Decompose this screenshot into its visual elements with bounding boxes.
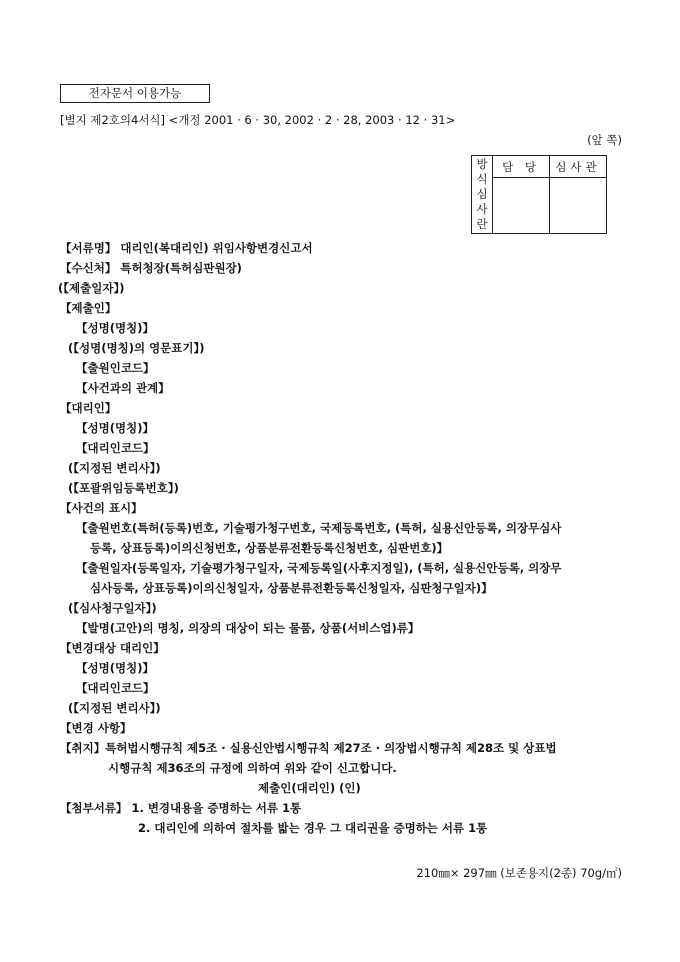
review-cell-handler — [493, 178, 550, 234]
form-reference: [별지 제2호의4서식] <개정 2001 · 6 · 30, 2002 · 2 · 28, 2003 · 12 · 31> — [60, 113, 456, 127]
field-application-number-cont: 등록, 상표등록)이의신청번호, 상품분류전환등록신청번호, 심판번호)】 — [90, 541, 449, 555]
field-designated-attorney: (【지정된 변리사】) — [68, 461, 161, 475]
field-submitter-english-name: (【성명(명칭)의 영문표기】) — [68, 341, 205, 355]
field-case-indication: 【사건의 표시】 — [60, 501, 143, 515]
field-invention-title: 【발명(고안)의 명칭, 의장의 대상이 되는 물품, 상품(서비스업)류】 — [76, 621, 420, 635]
field-target-agent: 【변경대상 대리인】 — [60, 641, 165, 655]
field-change-items: 【변경 사항】 — [60, 721, 132, 735]
field-agent: 【대리인】 — [60, 401, 117, 415]
field-attachments-2: 2. 대리인에 의하여 절차를 밟는 경우 그 대리권을 증명하는 서류 1통 — [138, 821, 488, 835]
review-table — [471, 155, 607, 234]
field-signature: 제출인(대리인) (인) — [258, 781, 361, 795]
electronic-document-stamp: 전자문서 이용가능 — [60, 84, 210, 103]
field-target-agent-name: 【성명(명칭)】 — [76, 661, 154, 675]
field-exam-request-date: (【심사청구일자】) — [68, 601, 157, 615]
field-application-date: 【출원일자(등록일자, 기술평가청구일자, 국제등록일(사후지정일), (특허, 실용신안등록, 의장무 — [76, 561, 562, 575]
field-target-agent-code: 【대리인코드】 — [76, 681, 155, 695]
field-recipient: 【수신처】 특허청장(특허심판원장) — [60, 261, 242, 275]
field-submitter-name: 【성명(명칭)】 — [76, 321, 154, 335]
field-general-power-number: (【포괄위임등록번호】) — [68, 481, 179, 495]
field-attachments: 【첨부서류】 1. 변경내용을 증명하는 서류 1통 — [60, 801, 302, 815]
field-submitter: 【제출인】 — [60, 301, 117, 315]
field-target-designated-attorney: (【지정된 변리사】) — [68, 701, 161, 715]
field-case-relation: 【사건과의 관계】 — [76, 381, 170, 395]
review-cell-examiner — [550, 178, 607, 234]
field-applicant-code: 【출원인코드】 — [76, 361, 155, 375]
review-col-examiner: 심사관 — [550, 156, 607, 178]
field-agent-name: 【성명(명칭)】 — [76, 421, 154, 435]
page-side-label: (앞 쪽) — [587, 133, 622, 147]
field-purpose-cont: 시행규칙 제36조의 규정에 의하여 위와 같이 신고합니다. — [108, 761, 397, 775]
review-side-label: 방 식 심 사 란 — [472, 156, 493, 234]
field-document-name: 【서류명】 대리인(복대리인) 위임사항변경신고서 — [60, 241, 313, 255]
field-application-number: 【출원번호(특허(등록)번호, 기술평가청구번호, 국제등록번호, (특허, 실용신안등록, 의장무심사 — [76, 521, 562, 535]
field-submit-date: (【제출일자】) — [58, 281, 125, 295]
field-agent-code: 【대리인코드】 — [76, 441, 155, 455]
field-purpose: 【취지】특허법시행규칙 제5조 · 실용신안법시행규칙 제27조 · 의장법시행규칙 제28조 및 상표법 — [60, 741, 557, 755]
paper-size-note: 210㎜× 297㎜ (보존용지(2종) 70g/㎡) — [416, 866, 622, 880]
field-application-date-cont: 심사등록, 상표등록)이의신청일자, 상품분류전환등록신청일자, 심판청구일자)】 — [90, 581, 493, 595]
review-col-handler: 담 당 — [493, 156, 550, 178]
